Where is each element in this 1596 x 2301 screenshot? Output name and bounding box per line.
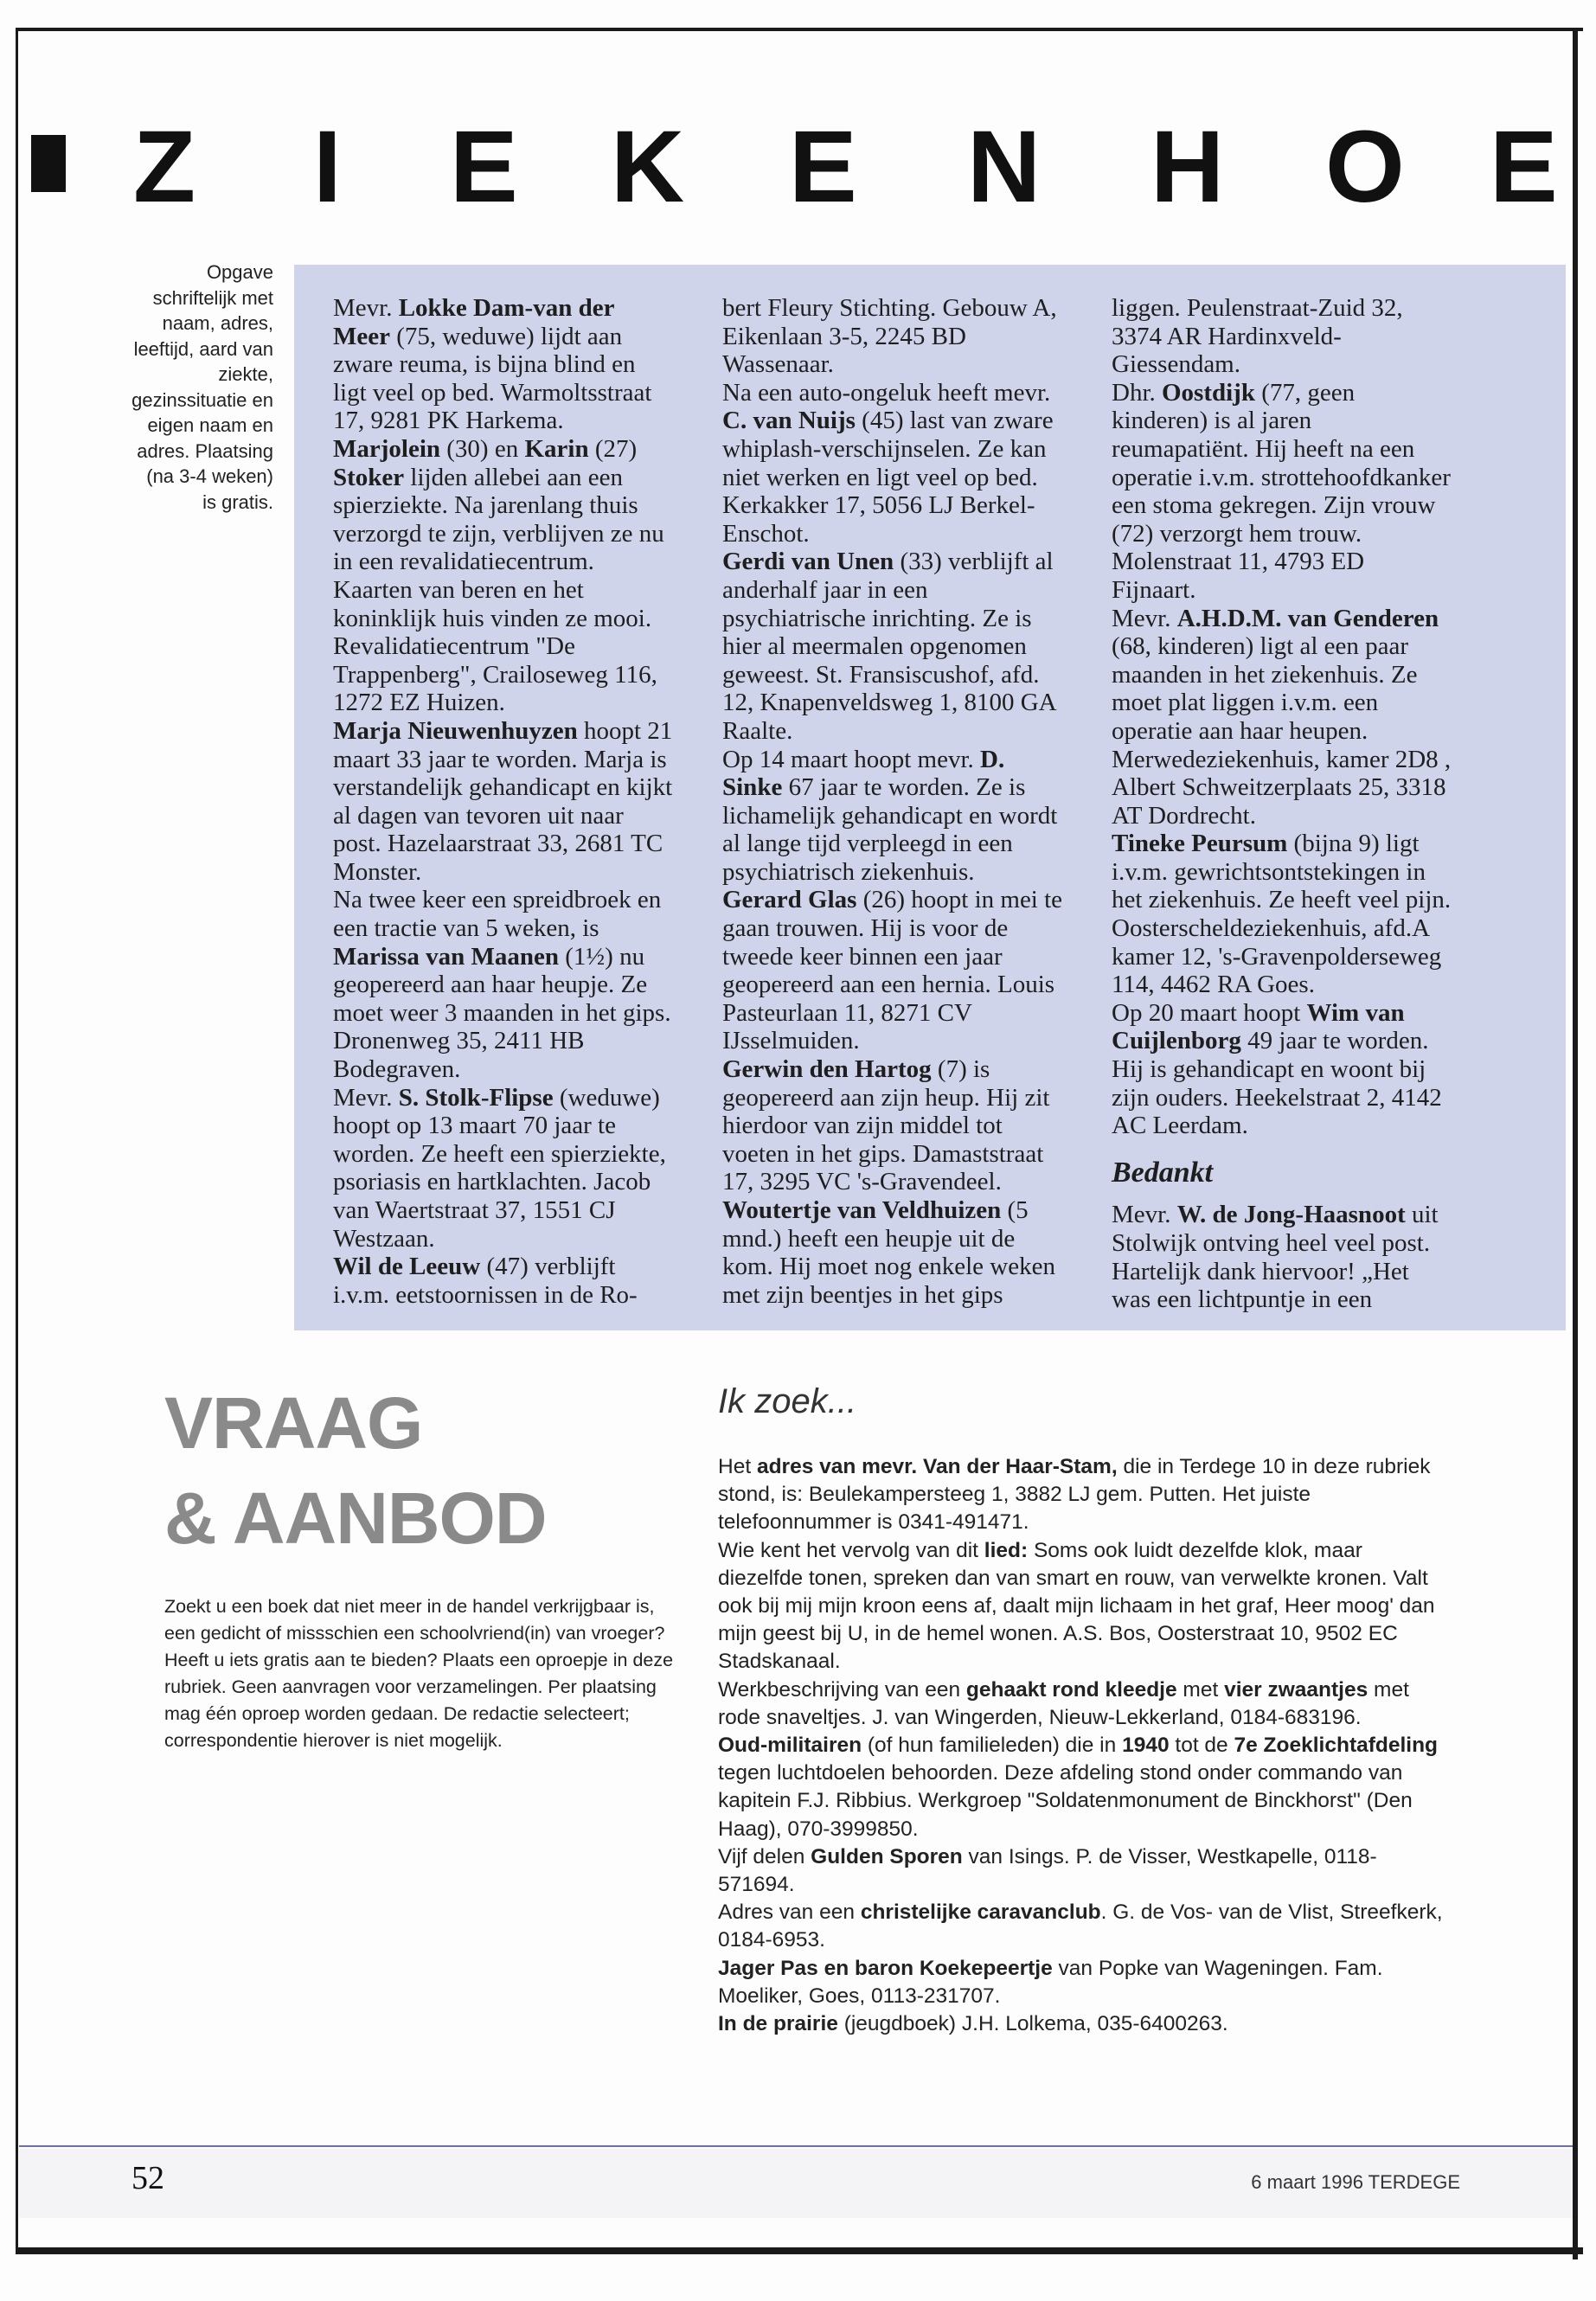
notice-entry: liggen. Peulenstraat-Zuid 32, 3374 AR Hardinxveld-Giessendam. bbox=[1112, 294, 1403, 379]
ad-item: Oud-militairen (of hun familieleden) die in 1940 tot de 7e Zoeklichtafdeling tegen luchtdoelen behoorden. Deze afdeling stond onder commando van kapitein F.J. Ribbius. Werkgroep "Soldatenmonument de Binckhorst" (Den Haag), 070-3999850. bbox=[718, 1734, 1439, 1841]
ad-item: Wie kent het vervolg van dit lied: Soms ook luidt dezelfde klok, maar diezelfde tonen, spreken dan van smart en rouw, van verwelkte kronen. Valt ook bij mij mijn kroon eens af, daalt mijn lichaam in het graf, Heer moog' dan mijn geest bij U, in de hemel wonen. A.S. Bos, Oosterstraat 10, 9502 EC Stadskanaal. bbox=[718, 1538, 1435, 1674]
bedankt-entry: Mevr. W. de Jong-Haasnoot uit Stolwijk ontving heel veel post. Hartelijk dank hiervoor! „Het was een lichtpuntje in een bbox=[1112, 1201, 1439, 1314]
ad-item: Vijf delen Gulden Sporen van Isings. P. de Visser, Westkapelle, 0118-571694. bbox=[718, 1844, 1377, 1897]
notice-entry: Na twee keer een spreidbroek en een tractie van 5 weken, is Marissa van Maanen (1½) nu geopereerd aan haar heupje. Ze moet weer 3 maanden in het gips. Dronenweg 35, 2411 HB Bodegraven. bbox=[333, 886, 671, 1084]
title-letter: H bbox=[1151, 110, 1225, 224]
notice-entry: Gerwin den Hartog (7) is geopereerd aan zijn heup. Hij zit hierdoor van zijn middel tot voeten in het gips. Damaststraat 17, 3295 VC 's-Gravendeel. bbox=[722, 1055, 1050, 1196]
ad-item: Werkbeschrijving van een gehaakt rond kleedje met vier zwaantjes met rode snaveltjes. J. van Wingerden, Nieuw-Lekkerland, 0184-683196. bbox=[718, 1677, 1409, 1729]
notice-entry: Mevr. Lokke Dam-van der Meer (75, weduwe) lijdt aan zware reuma, is bijna blind en ligt veel op bed. Warmoltsstraat 17, 9281 PK Harkema. bbox=[333, 294, 652, 435]
ad-item: In de prairie (jeugdboek) J.H. Lolkema, 035-6400263. bbox=[718, 2012, 1228, 2036]
notice-entry: Mevr. S. Stolk-Flipse (weduwe) hoopt op 13 maart 70 jaar te worden. Ze heeft een spierziekte, psoriasis en hartklachten. Jacob van Waertstraat 37, 1551 CJ Westzaan. bbox=[333, 1083, 666, 1253]
notice-entry: Mevr. A.H.D.M. van Genderen (68, kinderen) ligt al een paar maanden in het ziekenhuis. Ze moet plat liggen i.v.m. een operatie aan haar heupen. Merwedeziekenhuis, kamer 2D8 , Albert Schweitzerplaats 25, 3318 AT Dordrecht. bbox=[1112, 604, 1452, 830]
notice-entry: Dhr. Oostdijk (77, geen kinderen) is al jaren reumapatiënt. Hij heeft na een operatie i.v.m. strottehoofdkanker een stoma gekregen. Zijn vrouw (72) verzorgt hem trouw. Molenstraat 11, 4793 ED Fijnaart. bbox=[1112, 378, 1451, 604]
notice-entry: Tineke Peursum (bijna 9) ligt i.v.m. gewrichtsontstekingen in het ziekenhuis. Ze heeft veel pijn. Oosterscheldeziekenhuis, afd.A kamer 12, 's-Gravenpolderseweg 114, 4462 RA Goes. bbox=[1112, 830, 1452, 999]
notice-entry: Gerard Glas (26) hoopt in mei te gaan trouwen. Hij is voor de tweede keer binnen een jaar geopereerd aan een hernia. Louis Pasteurlaan 11, 8271 CV IJsselmuiden. bbox=[722, 886, 1063, 1055]
ik-zoek-heading: Ik zoek... bbox=[718, 1382, 857, 1420]
frame-top-border bbox=[16, 28, 1583, 31]
notices-column-1 bbox=[333, 294, 675, 1309]
title-letter: E bbox=[789, 110, 857, 224]
ik-zoek-list bbox=[718, 1453, 1445, 2038]
title-letter: N bbox=[967, 110, 1042, 224]
frame-left-border bbox=[16, 28, 18, 2251]
notice-entry: Wil de Leeuw (47) verblijft i.v.m. eetstoornissen in de Ro- bbox=[333, 1253, 638, 1309]
notice-entry: Op 14 maart hoopt mevr. D. Sinke 67 jaar te worden. Ze is lichamelijk gehandicapt en wordt al lange tijd verpleegd in een psychiatrisch ziekenhuis. bbox=[722, 745, 1058, 886]
notice-entry: bert Fleury Stichting. Gebouw A, Eikenlaan 3-5, 2245 BD Wassenaar. bbox=[722, 294, 1057, 379]
notice-entry: Marjolein (30) en Karin (27) Stoker lijden allebei aan een spierziekte. Na jarenlang thuis verzorgd te zijn, verblijven ze nu in een revalidatiecentrum. Kaarten van beren en het koninklijk huis vinden ze mooi. Revalidatiecentrum "De Trappenberg", Crailoseweg 116, 1272 EZ Huizen. bbox=[333, 434, 664, 717]
notice-entry: Marja Nieuwenhuyzen hoopt 21 maart 33 jaar te worden. Marja is verstandelijk gehandicapt en kijkt al dagen van tevoren uit naar post. Hazelaarstraat 33, 2681 TC Monster. bbox=[333, 716, 673, 886]
title-letter: Z bbox=[133, 110, 196, 224]
title-letter: E bbox=[1490, 110, 1558, 224]
notices-column-2 bbox=[722, 294, 1064, 1309]
vraag-aanbod-title: VRAAG & AANBOD bbox=[164, 1382, 547, 1559]
notice-entry: Woutertje van Veldhuizen (5 mnd.) heeft een heupje uit de kom. Hij moet nog enkele weken met zijn beentjes in het gips bbox=[722, 1196, 1055, 1309]
frame-bottom-border bbox=[16, 2247, 1583, 2254]
title-letter: K bbox=[611, 110, 685, 224]
ad-item: Het adres van mevr. Van der Haar-Stam, die in Terdege 10 in deze rubriek stond, is: Beulekampersteeg 1, 3882 LJ gem. Putten. Het juiste telefoonnummer is 0341-491471. bbox=[718, 1455, 1431, 1535]
title-letter: O bbox=[1325, 110, 1405, 224]
notice-entry: Na een auto-ongeluk heeft mevr. C. van Nuijs (45) last van zware whiplash-verschijnselen. Ze kan niet werken en ligt veel op bed. Kerkakker 17, 5056 LJ Berkel-Enschot. bbox=[722, 378, 1054, 548]
ad-item: Jager Pas en baron Koekepeertje van Popke van Wageningen. Fam. Moeliker, Goes, 0113-231707. bbox=[718, 1956, 1383, 2008]
footer-rule bbox=[19, 2145, 1573, 2147]
issue-date: 6 maart 1996 TERDEGE bbox=[1251, 2171, 1460, 2193]
section-title bbox=[0, 111, 1557, 223]
notice-entry: Gerdi van Unen (33) verblijft al anderhalf jaar in een psychiatrische inrichting. Ze is hier al meermalen opgenomen geweest. St. Fransiscushof, afd. 12, Knapenveldsweg 1, 8100 GA Raalte. bbox=[722, 548, 1056, 745]
vraag-aanbod-intro: Zoekt u een boek dat niet meer in de handel verkrijgbaar is, een gedicht of missschien een schoolvriend(in) van vroeger? Heeft u iets gratis aan te bieden? Plaats een oproepje in deze rubriek. Geen aanvragen voor verzamelingen. Per plaatsing mag één oproep worden gedaan. De redactie selecteert; correspondentie hierover is niet mogelijk. bbox=[164, 1596, 674, 1751]
page-number: 52 bbox=[131, 2160, 164, 2196]
notices-column-3 bbox=[1112, 294, 1453, 1314]
title-letter: I bbox=[313, 110, 342, 224]
ad-item: Adres van een christelijke caravanclub. G. de Vos- van de Vlist, Streefkerk, 0184-6953. bbox=[718, 1900, 1443, 1952]
title-letter: E bbox=[450, 110, 518, 224]
bedankt-heading: Bedankt bbox=[1112, 1156, 1214, 1189]
frame-right-border bbox=[1573, 28, 1578, 2259]
notice-entry: Op 20 maart hoopt Wim van Cuijlenborg 49 jaar te worden. Hij is gehandicapt en woont bij zijn ouders. Heekelstraat 2, 4142 AC Leerdam. bbox=[1112, 998, 1442, 1140]
submission-note: Opgave schriftelijk met naam, adres, leeftijd, aard van ziekte, gezinssituatie en eigen naam en adres. Plaatsing (na 3-4 weken) is gratis. bbox=[131, 261, 273, 513]
